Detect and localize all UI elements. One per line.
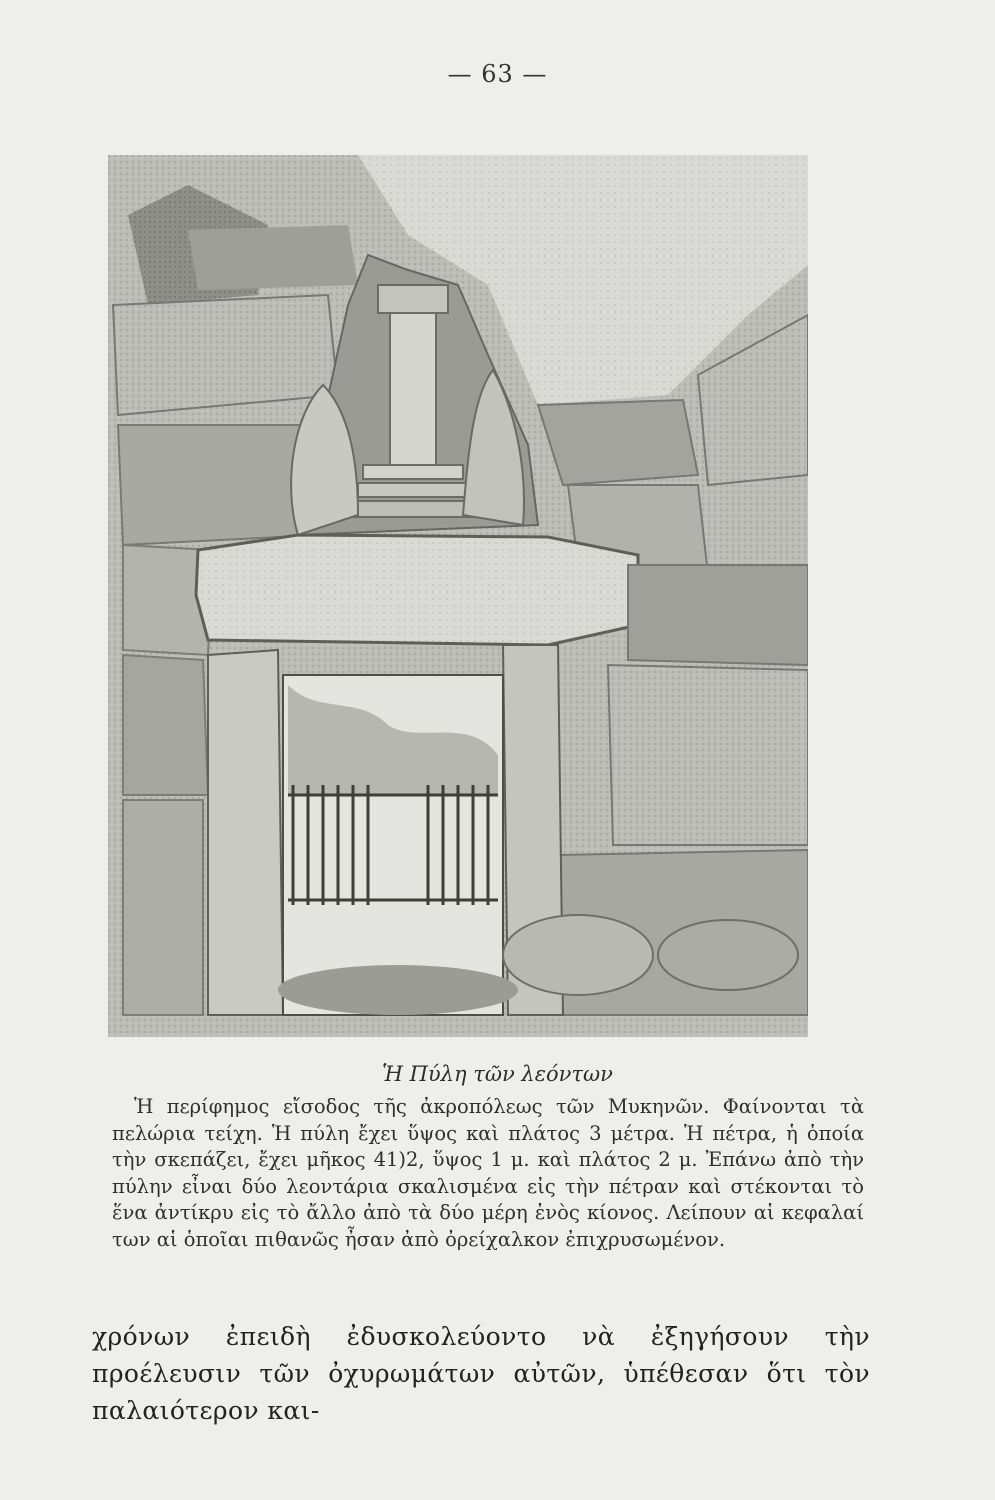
- figure-caption: Ἡ Πύλη τῶν λεόντων: [382, 1062, 613, 1086]
- lion-gate-illustration: [108, 155, 808, 1037]
- body-paragraph: χρόνων ἐπειδὴ ἐδυσκολεύοντο νὰ ἐξηγήσουν τὴν προέλευσιν τῶν ὀχυρωμάτων αὐτῶν, ὑπέθεσαν ὅτι τὸν παλαιότερον και-: [92, 1322, 870, 1425]
- lion-gate-photograph: [108, 155, 808, 1037]
- figure-description: Ἡ περίφημος εἴσοδος τῆς ἀκροπόλεως τῶν Μυκηνῶν. Φαίνονται τὰ πελώρια τείχη. Ἡ πύλη ἔχει ὕψος καὶ πλάτος 3 μέτρα. Ἡ πέτρα, ἡ ὁποία τὴν σκεπάζει, ἔχει μῆκος 41)2, ὕψος 1 μ. καὶ πλάτος 2 μ. Ἐπάνω ἀπὸ τὴν πύλην εἶναι δύο λεοντάρια σκαλισμένα εἰς τὴν πέτραν καὶ στέκονται τὸ ἕνα ἀντίκρυ εἰς τὸ ἄλλο ἀπὸ τὰ δύο μέρη ἑνὸς κίονος. Λείπουν αἱ κεφαλαί των αἱ ὁποῖαι πιθανῶς ἦσαν ἀπὸ ὀρείχαλκον ἐπιχρυσωμένον.: [112, 1095, 864, 1251]
- page-number: — 63 —: [447, 60, 548, 88]
